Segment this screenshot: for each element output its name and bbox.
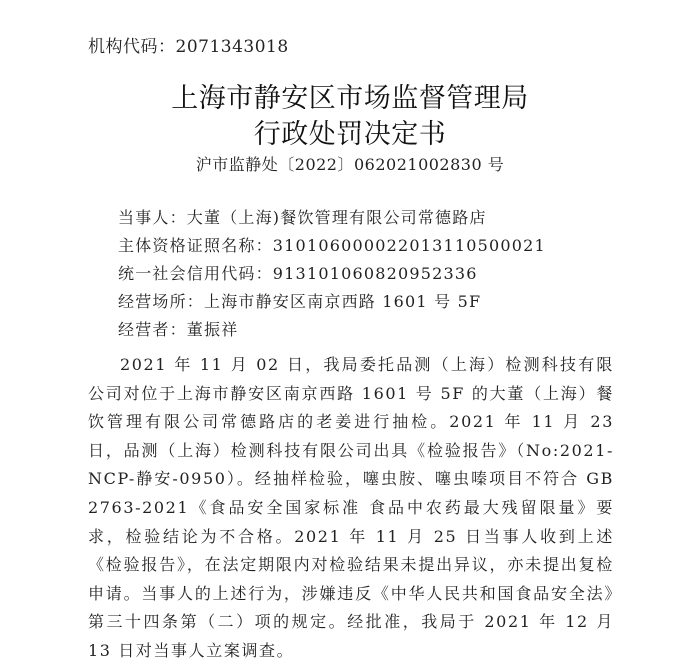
license-number: 主体资格证照名称：310106000022013110500021: [118, 236, 546, 255]
party-name: 当事人：大董（上海)餐饮管理有限公司常德路店: [118, 208, 487, 227]
business-address: 经营场所：上海市静安区南京西路 1601 号 5F: [118, 292, 482, 311]
page-title-document-type: 行政处罚决定书: [253, 119, 447, 150]
operator-name: 经营者：董振祥: [118, 320, 239, 339]
page-title-agency: 上海市静安区市场监督管理局: [171, 83, 529, 114]
credit-code: 统一社会信用代码：913101060820952336: [118, 264, 478, 283]
party-info: [118, 204, 546, 344]
case-paragraph: 2021 年 11 月 02 日，我局委托品测（上海）检测科技有限公司对位于上海市静安区南京西路 1601 号 5F 的大董（上海）餐饮管理有限公司常德路店的老姜进行抽检。2021 年 11 月 23 日，品测（上海）检测科技有限公司出具《检验报告》（No:2021-NCP-静安-0950）。经抽样检验，噻虫胺、噻虫嗪项目不符合 GB 2763-2021《食品安全国家标准 食品中农药最大残留限量》要求，检验结论为不合格。2021 年 11 月 25 日当事人收到上述《检验报告》，在法定期限内对检验结果未提出异议，亦未提出复检申请。当事人的上述行为，涉嫌违反《中华人民共和国食品安全法》第三十四条第（二）项的规定。经批准，我局于 2021 年 12 月 13 日对当事人立案调查。: [88, 355, 614, 660]
org-code: 机构代码：2071343018: [88, 37, 289, 57]
document-number: 沪市监静处〔2022〕062021002830 号: [195, 155, 505, 174]
